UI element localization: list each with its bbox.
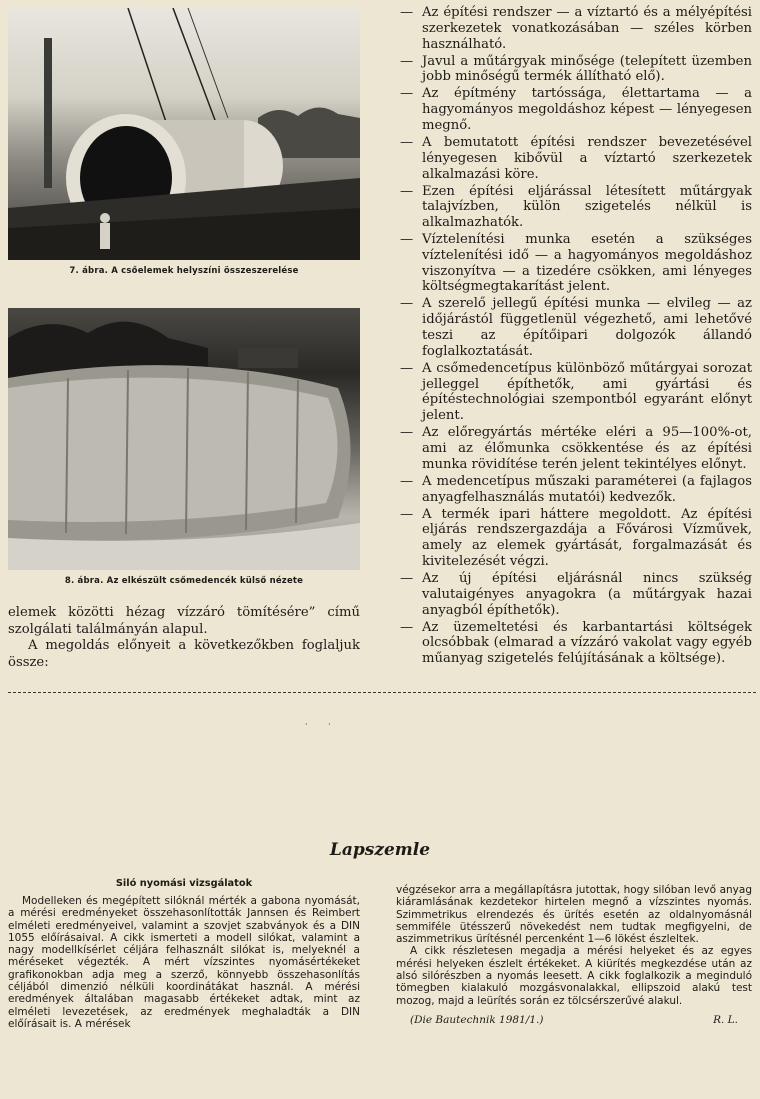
advantage-item bbox=[400, 232, 752, 295]
dash-marker: — bbox=[400, 86, 414, 102]
dash-marker: — bbox=[400, 183, 414, 199]
review-initials: R. L. bbox=[713, 1013, 738, 1026]
advantage-item bbox=[400, 54, 752, 86]
advantage-item bbox=[400, 361, 752, 424]
dash-marker: — bbox=[400, 296, 414, 312]
figure-7-photo bbox=[8, 8, 360, 260]
figure-8-caption: 8. ábra. Az elkészült csőmedencék külső nézete bbox=[64, 576, 304, 586]
section-divider bbox=[8, 692, 756, 693]
advantage-text: Az új építési eljárásnál nincs szükség valutaigényes anyagokra (a műtárgyak hazai anyagból építhetők). bbox=[422, 570, 752, 618]
advantages-list bbox=[400, 5, 752, 667]
dash-marker: — bbox=[400, 473, 414, 489]
dash-marker: — bbox=[400, 425, 414, 441]
review-right-column bbox=[396, 884, 752, 1026]
advantage-item bbox=[400, 86, 752, 133]
advantage-text: Az építmény tartóssága, élettartama — a hagyományos megoldáshoz képest — lényegesen megnő. bbox=[422, 86, 752, 133]
paragraph-continuation: elemek közötti hézag vízzáró tömítésére” című szolgálati találmányán alapul. bbox=[8, 605, 360, 637]
dash-marker: — bbox=[400, 360, 414, 376]
review-source: (Die Bautechnik 1981/1.) bbox=[410, 1013, 544, 1026]
advantage-text: Az üzemeltetési és karbantartási költségek olcsóbbak (elmarad a vízzáró vakolat vagy egyéb műanyag szigetelés felújításának a költsége). bbox=[422, 619, 752, 667]
advantage-item bbox=[400, 425, 752, 472]
advantage-text: Az előregyártás mértéke eléri a 95—100%-ot, ami az élőmunka csökkentése és az építési munka rövidítése terén jelent tekintélyes előnyt. bbox=[422, 425, 752, 472]
dash-marker: — bbox=[400, 53, 414, 69]
review-paragraph: A cikk részletesen megadja a mérési helyeket és az egyes mérési helyeken észlelt értékeket. A kiürítés megkezdése után az alsó silórészben a nyomás leesett. A cikk foglalkozik a meginduló tömegben kialakuló mozgásvonalakkal, ellipszoid alakú test mozog, majd a leürítés során ez tölcsérszerűvé alakul. bbox=[396, 945, 752, 1007]
dash-marker: — bbox=[400, 5, 414, 20]
dash-marker: — bbox=[400, 619, 414, 635]
advantage-item bbox=[400, 135, 752, 182]
advantage-item bbox=[400, 184, 752, 231]
advantage-text: A csőmedencetípus különböző műtárgyai sorozat jelleggel építhetők, ami gyártási és építéstechnológiai szempontból egyaránt előnyt jelent. bbox=[422, 360, 752, 424]
section-title: Lapszemle bbox=[329, 840, 431, 860]
advantage-item bbox=[400, 5, 752, 52]
review-source-line bbox=[396, 1014, 752, 1026]
review-paragraph: Modelleken és megépített silóknál mérték a gabona nyomását, a mérési eredményeket összehasonlították Jannsen és Reimbert elméleti eredményeivel, valamint a szovjet szabványok és a DIN 1055 előírásaival. A cikk ismerteti a modell silókat, valamint a nagy modellkísérlet céljára felhasznált silókat is, melyeknél a méréseket végezték. A mért vízszintes nyomásértékeket grafikonokban adja meg a szerző, könnyebb összehasonlítás céljából dimenzió nélküli koordinátákat használ. A mérési eredmények általában magasabb értékeket adtak, mint az elméleti levezetések, az eredmények meghaladták a DIN előírásait is. A mérések bbox=[8, 895, 360, 1030]
advantage-item bbox=[400, 571, 752, 618]
review-heading: Siló nyomási vizsgálatok bbox=[115, 878, 253, 889]
dash-marker: — bbox=[400, 506, 414, 522]
figure-7-caption: 7. ábra. A csőelemek helyszíni összeszerelése bbox=[69, 266, 299, 276]
print-specks: · · bbox=[305, 720, 340, 729]
advantage-text: Ezen építési eljárással létesített műtárgyak talajvízben, külön szigetelés nélkül is alkalmazhatók. bbox=[422, 183, 752, 231]
advantage-text: Víztelenítési munka esetén a szükséges víztelenítési idő — a hagyományos megoldáshoz viszonyítva — a tizedére csökken, ami lényeges költségmegtakarítást jelent. bbox=[422, 232, 752, 295]
advantage-text: A szerelő jellegű építési munka — elvileg — az időjárástól függetlenül végezhető, ami lehetővé teszi az építőipari dolgozók állandó foglalkoztatását. bbox=[422, 296, 752, 359]
dash-marker: — bbox=[400, 232, 414, 248]
advantage-text: A bemutatott építési rendszer bevezetésével lényegesen kibővül a víztartó szerkezetek alkalmazási köre. bbox=[422, 134, 752, 182]
advantages-column bbox=[400, 5, 752, 668]
review-left-column bbox=[8, 895, 360, 1030]
left-column-text bbox=[8, 605, 360, 671]
dash-marker: — bbox=[400, 570, 414, 586]
review-paragraph: végzésekor arra a megállapításra jutottak, hogy silóban levő anyag kiáramlásának kezdetekor hirtelen megnő a vízszintes nyomás. Szimmetrikus elrendezés és ürítés esetén az oldalnyomásnál semmiféle ütésszerű növekedést nem tudtak megfigyelni, de aszimmetrikus ürítésnél percenként 1—6 lökést észleltek. bbox=[396, 884, 752, 946]
advantage-text: A medencetípus műszaki paraméterei (a fajlagos anyagfelhasználás mutatói) kedvezők. bbox=[422, 473, 752, 505]
figure-8-photo bbox=[8, 308, 360, 570]
advantage-item bbox=[400, 474, 752, 506]
advantage-item bbox=[400, 620, 752, 667]
dash-marker: — bbox=[400, 134, 414, 150]
advantage-text: Az építési rendszer — a víztartó és a mélyépítési szerkezetek vonatkozásában — széles körben használható. bbox=[422, 5, 752, 52]
advantage-text: Javul a műtárgyak minősége (telepített üzemben jobb minőségű termék állítható elő). bbox=[422, 53, 752, 85]
advantage-text: A termék ipari háttere megoldott. Az építési eljárás rendszergazdája a Fővárosi Vízművek, amely az elemek gyártását, forgalmazását és kivitelezését végzi. bbox=[422, 506, 752, 569]
advantage-item bbox=[400, 507, 752, 570]
advantage-item bbox=[400, 296, 752, 359]
paragraph-intro-advantages: A megoldás előnyeit a következőkben foglaljuk össze: bbox=[8, 638, 360, 670]
